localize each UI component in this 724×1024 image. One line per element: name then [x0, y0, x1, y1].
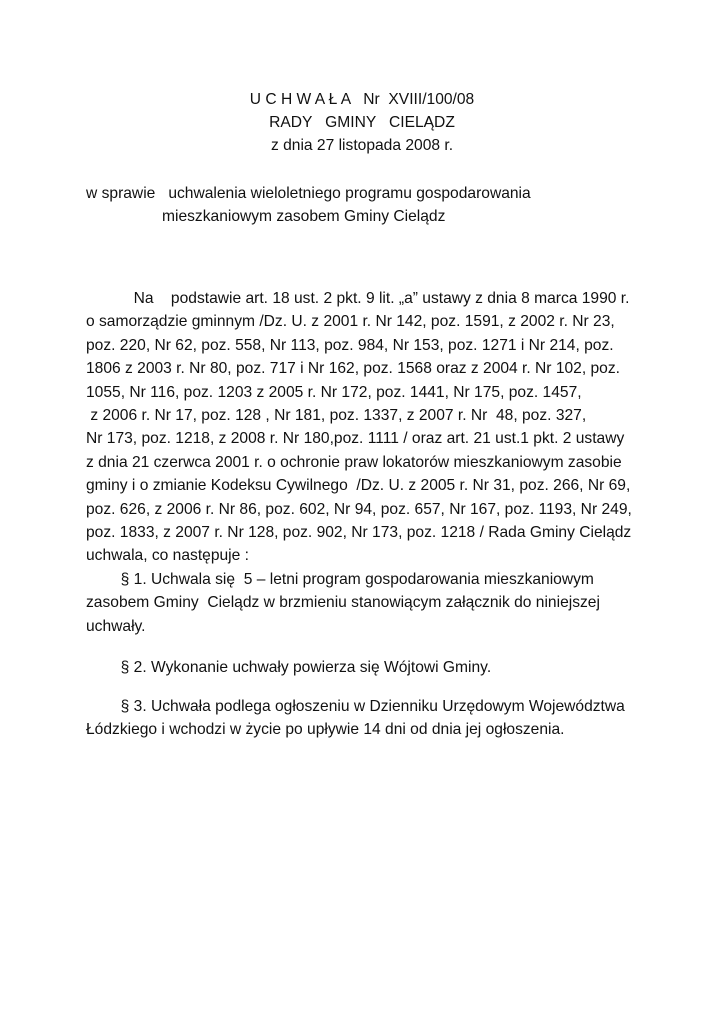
body-line: z dnia 21 czerwca 2001 r. o ochronie praw lokatorów mieszkaniowym zasobie — [86, 453, 622, 471]
body-line: poz. 626, z 2006 r. Nr 86, poz. 602, Nr 94, poz. 657, Nr 167, poz. 1193, Nr 249, — [86, 500, 632, 518]
paragraph-3-line: § 3. Uchwała podlega ogłoszeniu w Dzienniku Urzędowym Województwa — [86, 698, 625, 715]
body-line: 1806 z 2003 r. Nr 80, poz. 717 i Nr 162, poz. 1568 oraz z 2004 r. Nr 102, poz. — [86, 360, 620, 378]
paragraph-1-line: zasobem Gminy Cielądz w brzmieniu stanowiącym załącznik do niniejszej — [86, 594, 600, 612]
legal-basis-text — [86, 287, 646, 638]
paragraph-2 — [86, 656, 646, 679]
council-name: RADY GMINY CIELĄDZ — [269, 114, 455, 131]
body-line: gminy i o zmianie Kodeksu Cywilnego /Dz. U. z 2005 r. Nr 31, poz. 266, Nr 69, — [86, 477, 631, 495]
subject-line-1: w sprawie uchwalenia wieloletniego programu gospodarowania — [86, 185, 531, 202]
paragraph-3 — [86, 695, 646, 742]
body-line: 1055, Nr 116, poz. 1203 z 2005 r. Nr 172, poz. 1441, Nr 175, poz. 1457, — [86, 383, 582, 401]
subject-line-2: mieszkaniowym zasobem Gminy Cielądz — [162, 208, 446, 225]
body-line: o samorządzie gminnym /Dz. U. z 2001 r. Nr 142, poz. 1591, z 2002 r. Nr 23, — [86, 313, 615, 331]
paragraph-3-line: Łódzkiego i wchodzi w życie po upływie 14 dni od dnia jej ogłoszenia. — [86, 721, 565, 739]
body-line: uchwala, co następuje : — [86, 547, 249, 565]
body-line: Na podstawie art. 18 ust. 2 pkt. 9 lit. „a” ustawy z dnia 8 marca 1990 r. — [86, 290, 630, 307]
paragraph-1-line: uchwały. — [86, 617, 146, 635]
resolution-title: U C H W A Ł A Nr XVIII/100/08 — [249, 91, 475, 108]
resolution-header — [0, 88, 724, 157]
paragraph-2-line: § 2. Wykonanie uchwały powierza się Wójtowi Gminy. — [86, 659, 492, 676]
resolution-subject — [86, 182, 531, 228]
body-line: z 2006 r. Nr 17, poz. 128 , Nr 181, poz. 1337, z 2007 r. Nr 48, poz. 327, — [86, 407, 587, 425]
body-line: poz. 220, Nr 62, poz. 558, Nr 113, poz. 984, Nr 153, poz. 1271 i Nr 214, poz. — [86, 336, 614, 354]
body-line: Nr 173, poz. 1218, z 2008 r. Nr 180,poz. 1111 / oraz art. 21 ust.1 pkt. 2 ustawy — [86, 430, 625, 448]
body-line: poz. 1833, z 2007 r. Nr 128, poz. 902, Nr 173, poz. 1218 / Rada Gminy Cielądz — [86, 524, 632, 542]
resolution-date: z dnia 27 listopada 2008 r. — [270, 137, 454, 154]
paragraph-1-line: § 1. Uchwala się 5 – letni program gospodarowania mieszkaniowym — [86, 570, 594, 588]
